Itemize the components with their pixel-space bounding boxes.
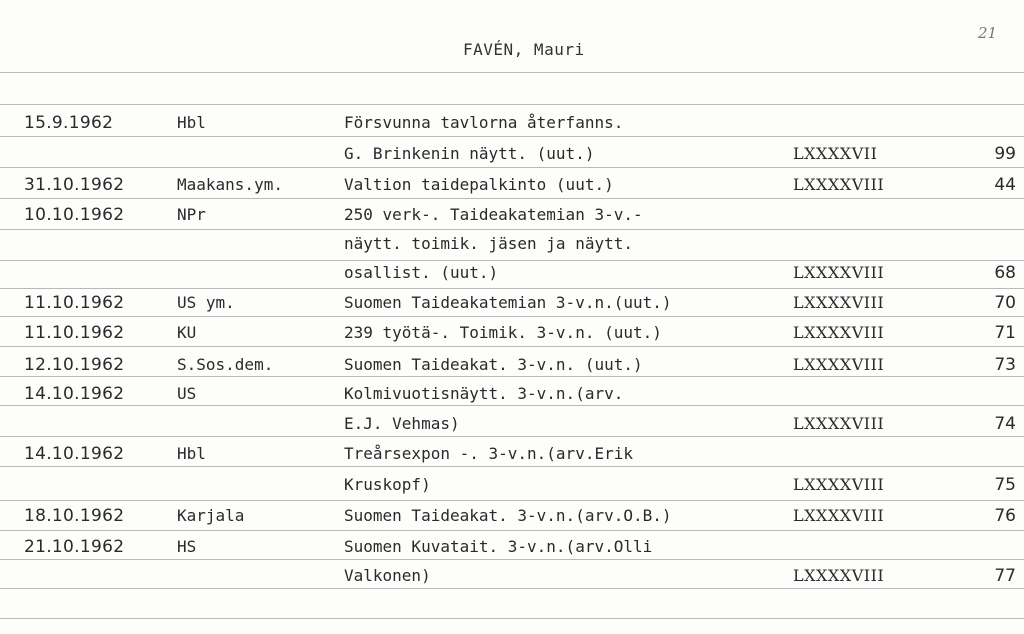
entry-title: Suomen Taideakat. 3-v.n. (uut.) (344, 355, 643, 374)
entry-source: Hbl (177, 444, 206, 463)
entry-title: 239 työtä-. Toimik. 3-v.n. (uut.) (344, 323, 662, 342)
entry-page: 70 (994, 293, 1016, 313)
ruled-line (0, 618, 1024, 619)
entry-title: Suomen Kuvatait. 3-v.n.(arv.Olli (344, 537, 653, 556)
entry-source: KU (177, 323, 197, 342)
entry-title: Treårsexpon -. 3-v.n.(arv.Erik (344, 444, 633, 463)
list-item (0, 170, 1024, 200)
entry-date: 18.10.1962 (24, 506, 125, 526)
entry-date: 11.10.1962 (24, 293, 125, 313)
list-item (0, 470, 1024, 500)
list-item (0, 200, 1024, 230)
entry-date: 15.9.1962 (24, 113, 114, 133)
entry-page: 44 (994, 175, 1016, 195)
entry-title: Valtion taidepalkinto (uut.) (344, 175, 614, 194)
entry-title: Försvunna tavlorna återfanns. (344, 113, 624, 132)
entry-volume: LXXXXVIII (793, 293, 885, 312)
page-number: 21 (978, 24, 998, 42)
entry-volume: LXXXXVIII (793, 323, 885, 342)
entry-date: 12.10.1962 (24, 355, 125, 375)
entry-volume: LXXXXVIII (793, 475, 885, 494)
entry-page: 73 (994, 355, 1016, 375)
entry-volume: LXXXXVII (793, 144, 878, 163)
card-title: FAVÉN, Mauri (463, 40, 585, 59)
ruled-line (0, 104, 1024, 105)
entry-page: 71 (994, 323, 1016, 343)
entry-date: 31.10.1962 (24, 175, 125, 195)
list-item (0, 350, 1024, 380)
entry-page: 75 (994, 475, 1016, 495)
entry-source: S.Sos.dem. (177, 355, 274, 374)
entry-volume: LXXXXVIII (793, 263, 885, 282)
list-item (0, 318, 1024, 348)
entry-date: 11.10.1962 (24, 323, 125, 343)
entry-page: 77 (994, 566, 1016, 586)
entry-volume: LXXXXVIII (793, 355, 885, 374)
entry-source: NPr (177, 205, 206, 224)
entry-title: Kolmivuotisnäytt. 3-v.n.(arv. (344, 384, 624, 403)
entry-page: 99 (994, 144, 1016, 164)
entry-source: US ym. (177, 293, 235, 312)
list-item (0, 409, 1024, 439)
entry-title: näytt. toimik. jäsen ja näytt. (344, 234, 633, 253)
entry-date: 21.10.1962 (24, 537, 125, 557)
list-item (0, 288, 1024, 318)
entry-title: G. Brinkenin näytt. (uut.) (344, 144, 595, 163)
entry-source: Karjala (177, 506, 245, 525)
list-item (0, 108, 1024, 138)
entry-page: 76 (994, 506, 1016, 526)
list-item (0, 258, 1024, 288)
list-item (0, 229, 1024, 259)
entry-title: E.J. Vehmas) (344, 414, 460, 433)
entry-title: Suomen Taideakatemian 3-v.n.(uut.) (344, 293, 672, 312)
entry-title: 250 verk-. Taideakatemian 3-v.- (344, 205, 643, 224)
entry-page: 74 (994, 414, 1016, 434)
entry-source: Hbl (177, 113, 206, 132)
list-item (0, 139, 1024, 169)
list-item (0, 532, 1024, 562)
entry-title: osallist. (uut.) (344, 263, 499, 282)
entry-volume: LXXXXVIII (793, 175, 885, 194)
list-item (0, 439, 1024, 469)
entry-source: US (177, 384, 197, 403)
entry-date: 14.10.1962 (24, 444, 125, 464)
entry-date: 14.10.1962 (24, 384, 125, 404)
entry-title: Suomen Taideakat. 3-v.n.(arv.O.B.) (344, 506, 672, 525)
list-item (0, 501, 1024, 531)
entry-volume: LXXXXVIII (793, 566, 885, 585)
list-item (0, 379, 1024, 409)
entry-page: 68 (994, 263, 1016, 283)
entry-volume: LXXXXVIII (793, 506, 885, 525)
entry-source: HS (177, 537, 197, 556)
ruled-line (0, 72, 1024, 73)
entry-date: 10.10.1962 (24, 205, 125, 225)
entry-volume: LXXXXVIII (793, 414, 885, 433)
list-item (0, 561, 1024, 591)
entry-title: Valkonen) (344, 566, 431, 585)
entry-title: Kruskopf) (344, 475, 431, 494)
entry-source: Maakans.ym. (177, 175, 283, 194)
